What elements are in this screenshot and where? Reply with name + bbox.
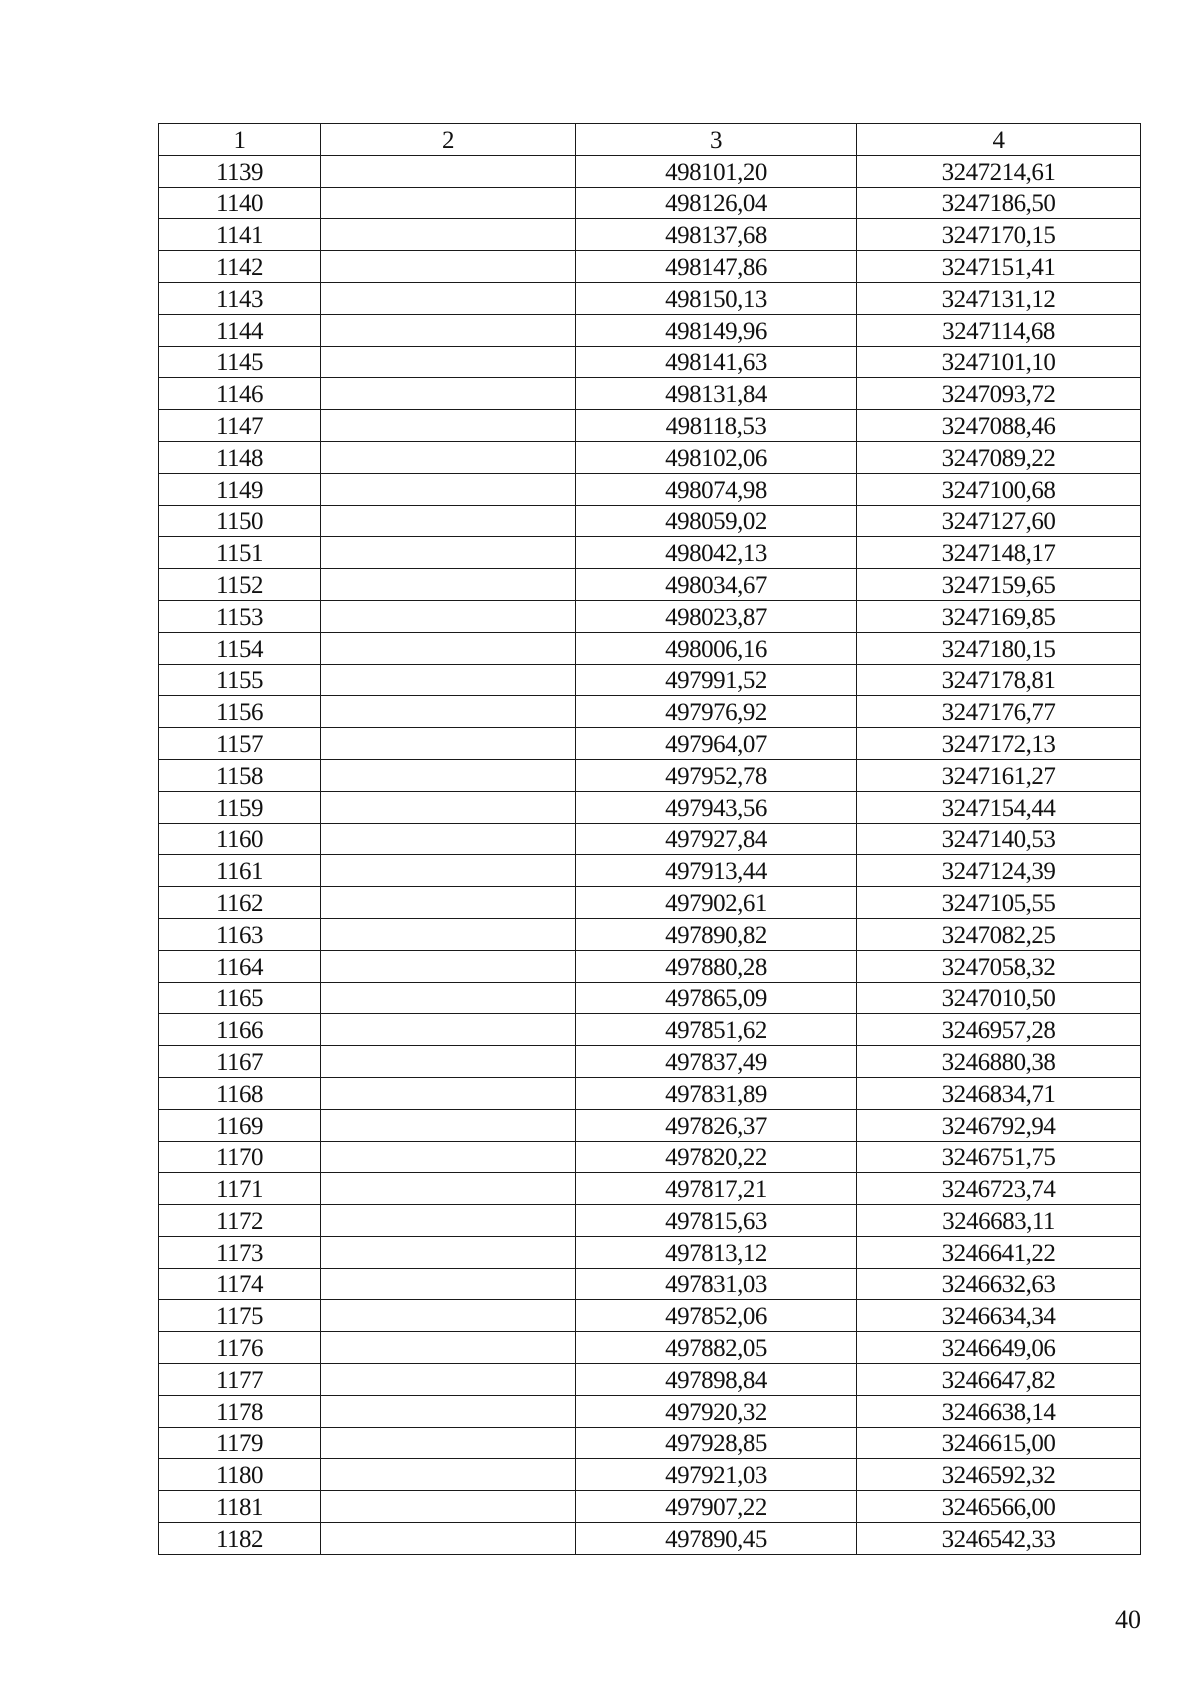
description-cell <box>321 537 576 569</box>
y-coordinate-cell: 3247148,17 <box>857 537 1141 569</box>
x-coordinate-cell: 498042,13 <box>576 537 857 569</box>
y-coordinate-cell: 3247214,61 <box>857 155 1141 187</box>
x-coordinate-cell: 497921,03 <box>576 1459 857 1491</box>
description-cell <box>321 1459 576 1491</box>
table-row <box>159 314 1141 346</box>
x-coordinate-cell: 498149,96 <box>576 314 857 346</box>
description-cell <box>321 823 576 855</box>
y-coordinate-cell: 3246634,34 <box>857 1300 1141 1332</box>
y-coordinate-cell: 3247100,68 <box>857 473 1141 505</box>
y-coordinate-cell: 3246566,00 <box>857 1491 1141 1523</box>
description-cell <box>321 632 576 664</box>
y-coordinate-cell: 3246649,06 <box>857 1332 1141 1364</box>
x-coordinate-cell: 497952,78 <box>576 759 857 791</box>
y-coordinate-cell: 3246641,22 <box>857 1236 1141 1268</box>
point-number-cell: 1160 <box>159 823 321 855</box>
table-row <box>159 1364 1141 1396</box>
y-coordinate-cell: 3247127,60 <box>857 505 1141 537</box>
point-number-cell: 1149 <box>159 473 321 505</box>
point-number-cell: 1173 <box>159 1236 321 1268</box>
description-cell <box>321 918 576 950</box>
description-cell <box>321 441 576 473</box>
description-cell <box>321 1427 576 1459</box>
x-coordinate-cell: 498147,86 <box>576 251 857 283</box>
header-cell-4: 4 <box>857 124 1141 156</box>
x-coordinate-cell: 498023,87 <box>576 600 857 632</box>
table-row <box>159 537 1141 569</box>
description-cell <box>321 1523 576 1555</box>
table-row <box>159 1395 1141 1427</box>
x-coordinate-cell: 497837,49 <box>576 1046 857 1078</box>
description-cell <box>321 1046 576 1078</box>
point-number-cell: 1182 <box>159 1523 321 1555</box>
point-number-cell: 1174 <box>159 1268 321 1300</box>
x-coordinate-cell: 497882,05 <box>576 1332 857 1364</box>
y-coordinate-cell: 3247172,13 <box>857 728 1141 760</box>
point-number-cell: 1153 <box>159 600 321 632</box>
point-number-cell: 1155 <box>159 664 321 696</box>
description-cell <box>321 410 576 442</box>
point-number-cell: 1141 <box>159 219 321 251</box>
description-cell <box>321 600 576 632</box>
table-row <box>159 632 1141 664</box>
x-coordinate-cell: 497920,32 <box>576 1395 857 1427</box>
x-coordinate-cell: 497913,44 <box>576 855 857 887</box>
table-row <box>159 791 1141 823</box>
table-row <box>159 505 1141 537</box>
x-coordinate-cell: 497928,85 <box>576 1427 857 1459</box>
x-coordinate-cell: 497817,21 <box>576 1173 857 1205</box>
y-coordinate-cell: 3247131,12 <box>857 282 1141 314</box>
table-row <box>159 1173 1141 1205</box>
table-row <box>159 664 1141 696</box>
y-coordinate-cell: 3246723,74 <box>857 1173 1141 1205</box>
y-coordinate-cell: 3246647,82 <box>857 1364 1141 1396</box>
table-row <box>159 950 1141 982</box>
x-coordinate-cell: 497902,61 <box>576 887 857 919</box>
y-coordinate-cell: 3247082,25 <box>857 918 1141 950</box>
table-row <box>159 600 1141 632</box>
table-row <box>159 1491 1141 1523</box>
description-cell <box>321 346 576 378</box>
description-cell <box>321 982 576 1014</box>
table-row <box>159 887 1141 919</box>
header-cell-3: 3 <box>576 124 857 156</box>
x-coordinate-cell: 497890,45 <box>576 1523 857 1555</box>
x-coordinate-cell: 498101,20 <box>576 155 857 187</box>
y-coordinate-cell: 3247170,15 <box>857 219 1141 251</box>
table-row <box>159 187 1141 219</box>
y-coordinate-cell: 3246957,28 <box>857 1014 1141 1046</box>
point-number-cell: 1175 <box>159 1300 321 1332</box>
x-coordinate-cell: 497826,37 <box>576 1109 857 1141</box>
description-cell <box>321 569 576 601</box>
x-coordinate-cell: 497943,56 <box>576 791 857 823</box>
point-number-cell: 1181 <box>159 1491 321 1523</box>
point-number-cell: 1144 <box>159 314 321 346</box>
description-cell <box>321 791 576 823</box>
description-cell <box>321 505 576 537</box>
y-coordinate-cell: 3247124,39 <box>857 855 1141 887</box>
description-cell <box>321 251 576 283</box>
x-coordinate-cell: 497852,06 <box>576 1300 857 1332</box>
table-row <box>159 1236 1141 1268</box>
table-row <box>159 982 1141 1014</box>
y-coordinate-cell: 3247159,65 <box>857 569 1141 601</box>
table-row <box>159 155 1141 187</box>
description-cell <box>321 282 576 314</box>
description-cell <box>321 1173 576 1205</box>
x-coordinate-cell: 497820,22 <box>576 1141 857 1173</box>
point-number-cell: 1145 <box>159 346 321 378</box>
table-row <box>159 918 1141 950</box>
y-coordinate-cell: 3247093,72 <box>857 378 1141 410</box>
y-coordinate-cell: 3247178,81 <box>857 664 1141 696</box>
x-coordinate-cell: 498137,68 <box>576 219 857 251</box>
table-row <box>159 696 1141 728</box>
x-coordinate-cell: 497991,52 <box>576 664 857 696</box>
y-coordinate-cell: 3247088,46 <box>857 410 1141 442</box>
x-coordinate-cell: 497831,03 <box>576 1268 857 1300</box>
point-number-cell: 1157 <box>159 728 321 760</box>
description-cell <box>321 1236 576 1268</box>
x-coordinate-cell: 498131,84 <box>576 378 857 410</box>
y-coordinate-cell: 3247161,27 <box>857 759 1141 791</box>
point-number-cell: 1178 <box>159 1395 321 1427</box>
table-row <box>159 1523 1141 1555</box>
y-coordinate-cell: 3247140,53 <box>857 823 1141 855</box>
description-cell <box>321 1205 576 1237</box>
point-number-cell: 1162 <box>159 887 321 919</box>
x-coordinate-cell: 498118,53 <box>576 410 857 442</box>
description-cell <box>321 314 576 346</box>
table-row <box>159 1268 1141 1300</box>
y-coordinate-cell: 3247105,55 <box>857 887 1141 919</box>
point-number-cell: 1154 <box>159 632 321 664</box>
page-number: 40 <box>1115 1605 1141 1634</box>
point-number-cell: 1161 <box>159 855 321 887</box>
point-number-cell: 1158 <box>159 759 321 791</box>
description-cell <box>321 887 576 919</box>
y-coordinate-cell: 3246592,32 <box>857 1459 1141 1491</box>
table-row <box>159 441 1141 473</box>
x-coordinate-cell: 497813,12 <box>576 1236 857 1268</box>
y-coordinate-cell: 3246792,94 <box>857 1109 1141 1141</box>
table-row <box>159 1141 1141 1173</box>
table-row <box>159 1109 1141 1141</box>
header-cell-1: 1 <box>159 124 321 156</box>
table-row <box>159 346 1141 378</box>
description-cell <box>321 1395 576 1427</box>
point-number-cell: 1146 <box>159 378 321 410</box>
description-cell <box>321 187 576 219</box>
point-number-cell: 1150 <box>159 505 321 537</box>
point-number-cell: 1147 <box>159 410 321 442</box>
point-number-cell: 1177 <box>159 1364 321 1396</box>
table-row <box>159 759 1141 791</box>
description-cell <box>321 1077 576 1109</box>
point-number-cell: 1148 <box>159 441 321 473</box>
y-coordinate-cell: 3247010,50 <box>857 982 1141 1014</box>
x-coordinate-cell: 498141,63 <box>576 346 857 378</box>
point-number-cell: 1163 <box>159 918 321 950</box>
y-coordinate-cell: 3246880,38 <box>857 1046 1141 1078</box>
y-coordinate-cell: 3246683,11 <box>857 1205 1141 1237</box>
x-coordinate-cell: 497890,82 <box>576 918 857 950</box>
x-coordinate-cell: 498150,13 <box>576 282 857 314</box>
description-cell <box>321 855 576 887</box>
x-coordinate-cell: 497831,89 <box>576 1077 857 1109</box>
table-row <box>159 378 1141 410</box>
y-coordinate-cell: 3246638,14 <box>857 1395 1141 1427</box>
table-row <box>159 823 1141 855</box>
point-number-cell: 1156 <box>159 696 321 728</box>
point-number-cell: 1171 <box>159 1173 321 1205</box>
point-number-cell: 1180 <box>159 1459 321 1491</box>
table-row <box>159 410 1141 442</box>
description-cell <box>321 378 576 410</box>
x-coordinate-cell: 497865,09 <box>576 982 857 1014</box>
description-cell <box>321 1300 576 1332</box>
point-number-cell: 1168 <box>159 1077 321 1109</box>
y-coordinate-cell: 3247101,10 <box>857 346 1141 378</box>
description-cell <box>321 1141 576 1173</box>
point-number-cell: 1170 <box>159 1141 321 1173</box>
table-row <box>159 1332 1141 1364</box>
point-number-cell: 1176 <box>159 1332 321 1364</box>
point-number-cell: 1167 <box>159 1046 321 1078</box>
x-coordinate-cell: 497851,62 <box>576 1014 857 1046</box>
table-header-row <box>159 124 1141 156</box>
description-cell <box>321 950 576 982</box>
x-coordinate-cell: 498034,67 <box>576 569 857 601</box>
y-coordinate-cell: 3246834,71 <box>857 1077 1141 1109</box>
table-row <box>159 1300 1141 1332</box>
description-cell <box>321 664 576 696</box>
table-row <box>159 1014 1141 1046</box>
point-number-cell: 1165 <box>159 982 321 1014</box>
description-cell <box>321 696 576 728</box>
y-coordinate-cell: 3247089,22 <box>857 441 1141 473</box>
description-cell <box>321 728 576 760</box>
table-row <box>159 1427 1141 1459</box>
y-coordinate-cell: 3246615,00 <box>857 1427 1141 1459</box>
table-row <box>159 855 1141 887</box>
description-cell <box>321 1014 576 1046</box>
table-body <box>159 124 1141 1555</box>
description-cell <box>321 1491 576 1523</box>
x-coordinate-cell: 497815,63 <box>576 1205 857 1237</box>
point-number-cell: 1169 <box>159 1109 321 1141</box>
y-coordinate-cell: 3247154,44 <box>857 791 1141 823</box>
y-coordinate-cell: 3247169,85 <box>857 600 1141 632</box>
point-number-cell: 1166 <box>159 1014 321 1046</box>
description-cell <box>321 1332 576 1364</box>
table-row <box>159 473 1141 505</box>
point-number-cell: 1172 <box>159 1205 321 1237</box>
y-coordinate-cell: 3247176,77 <box>857 696 1141 728</box>
header-cell-2: 2 <box>321 124 576 156</box>
description-cell <box>321 1364 576 1396</box>
point-number-cell: 1159 <box>159 791 321 823</box>
description-cell <box>321 759 576 791</box>
x-coordinate-cell: 497964,07 <box>576 728 857 760</box>
point-number-cell: 1142 <box>159 251 321 283</box>
x-coordinate-cell: 497907,22 <box>576 1491 857 1523</box>
point-number-cell: 1140 <box>159 187 321 219</box>
y-coordinate-cell: 3246751,75 <box>857 1141 1141 1173</box>
table-row <box>159 1459 1141 1491</box>
point-number-cell: 1143 <box>159 282 321 314</box>
y-coordinate-cell: 3247180,15 <box>857 632 1141 664</box>
table-row <box>159 282 1141 314</box>
table-row <box>159 569 1141 601</box>
table-row <box>159 251 1141 283</box>
point-number-cell: 1152 <box>159 569 321 601</box>
point-number-cell: 1179 <box>159 1427 321 1459</box>
description-cell <box>321 155 576 187</box>
x-coordinate-cell: 497927,84 <box>576 823 857 855</box>
table-row <box>159 1205 1141 1237</box>
point-number-cell: 1139 <box>159 155 321 187</box>
description-cell <box>321 219 576 251</box>
table-row <box>159 1046 1141 1078</box>
table-row <box>159 728 1141 760</box>
y-coordinate-cell: 3247186,50 <box>857 187 1141 219</box>
x-coordinate-cell: 498102,06 <box>576 441 857 473</box>
x-coordinate-cell: 498074,98 <box>576 473 857 505</box>
x-coordinate-cell: 497976,92 <box>576 696 857 728</box>
coordinates-table <box>158 123 1141 1555</box>
x-coordinate-cell: 498006,16 <box>576 632 857 664</box>
y-coordinate-cell: 3246632,63 <box>857 1268 1141 1300</box>
description-cell <box>321 1268 576 1300</box>
x-coordinate-cell: 498126,04 <box>576 187 857 219</box>
y-coordinate-cell: 3247151,41 <box>857 251 1141 283</box>
description-cell <box>321 473 576 505</box>
y-coordinate-cell: 3247058,32 <box>857 950 1141 982</box>
point-number-cell: 1151 <box>159 537 321 569</box>
table-row <box>159 1077 1141 1109</box>
description-cell <box>321 1109 576 1141</box>
x-coordinate-cell: 497880,28 <box>576 950 857 982</box>
point-number-cell: 1164 <box>159 950 321 982</box>
x-coordinate-cell: 498059,02 <box>576 505 857 537</box>
x-coordinate-cell: 497898,84 <box>576 1364 857 1396</box>
y-coordinate-cell: 3247114,68 <box>857 314 1141 346</box>
y-coordinate-cell: 3246542,33 <box>857 1523 1141 1555</box>
table-row <box>159 219 1141 251</box>
